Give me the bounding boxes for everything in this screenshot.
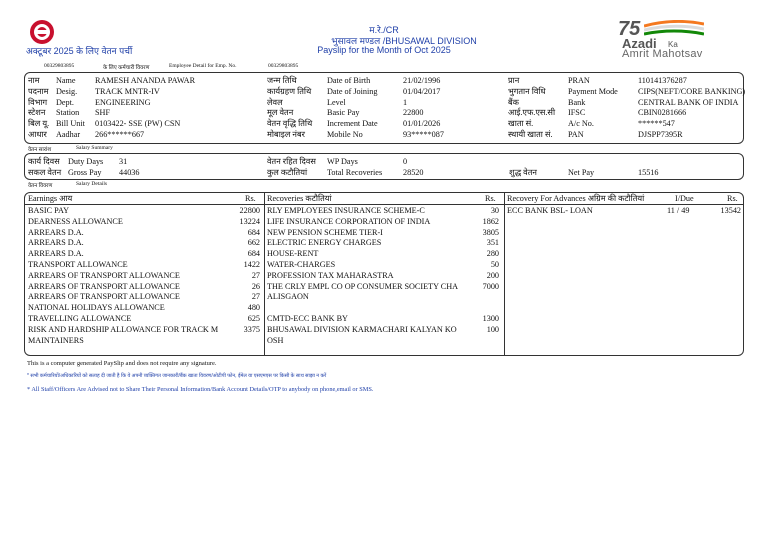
item-name: BASIC PAY	[28, 206, 70, 215]
hindi-month-title: अक्टूबर 2025 के लिए वेतन पर्ची	[26, 46, 133, 56]
list-item	[28, 238, 260, 249]
employee-col3-row-hindi: बैंक	[508, 97, 519, 107]
employee-col3-row-label: A/c No.	[568, 119, 594, 129]
employee-col1-row-value: ENGINEERING	[95, 97, 151, 107]
employee-col2-row-label: Level	[327, 97, 346, 107]
employee-col3-row-label: PRAN	[568, 76, 590, 85]
gross-pay-label: Gross Pay	[68, 168, 102, 177]
item-name: TRANSPORT ALLOWANCE	[28, 260, 128, 269]
item-amount: 480	[247, 303, 260, 313]
item-name: MAINTAINERS	[28, 335, 84, 345]
total-recoveries-value: 28520	[403, 168, 424, 177]
employee-col1-row-label: Dept.	[56, 97, 74, 107]
employee-col2-row-value: 93*****087	[403, 130, 444, 139]
azadi-number: 75	[618, 18, 641, 40]
item-amount: 200	[486, 270, 499, 280]
list-item	[507, 206, 741, 217]
employee-col1-row-hindi: स्टेशन	[28, 108, 46, 118]
employee-col3-row-value: CBIN0281666	[638, 108, 687, 118]
item-name: ARREARS D.A.	[28, 238, 84, 248]
item-name: ARREARS D.A.	[28, 227, 84, 237]
gross-pay-hindi: सकल वेतन	[28, 168, 62, 177]
list-item	[28, 325, 260, 336]
list-item	[267, 282, 500, 293]
duty-days-hindi: कार्य दिवस	[28, 157, 60, 166]
employee-col2-row-hindi: मूल वेतन	[267, 108, 294, 118]
recoveries-rs-header: Rs.	[485, 194, 496, 203]
employee-col2-row-value: 21/02/1996	[403, 76, 441, 85]
emp-detail-label: Employee Detail for Emp. No.	[169, 63, 237, 69]
list-item	[267, 292, 500, 303]
employee-col3-row-hindi: भुगतान विधि	[508, 86, 546, 96]
list-item	[267, 314, 500, 325]
employee-col1-row-value: 0103422- SSE (PW) CSN	[95, 119, 181, 129]
list-item	[267, 303, 500, 314]
division-title: भुसावल मण्डल /BHUSAWAL DIVISION	[331, 36, 477, 46]
item-amount: 100	[486, 324, 499, 334]
employee-col3-row-value: CIPS(NEFT/CORE BANKING)	[638, 86, 746, 96]
details-hindi-label: वेतन विवरण	[28, 183, 53, 189]
item-name: PROFESSION TAX MAHARASTRA	[267, 270, 394, 280]
emp-no-value: 00329803895	[268, 63, 299, 69]
employee-col2-row-hindi: वेतन वृद्धि तिथि	[267, 119, 313, 129]
employee-col3-row-value: ******547	[638, 119, 675, 129]
wp-days-value: 0	[403, 157, 408, 166]
item-name: BHUSAWAL DIVISION KARMACHARI KALYAN KO	[267, 324, 457, 334]
azadi-ka-amrit-mahotsav-logo	[616, 18, 766, 60]
column-divider	[264, 193, 265, 355]
employee-col3-row-hindi: आई.एफ.एस.सी	[508, 108, 556, 118]
list-item	[28, 249, 260, 260]
employee-col3-row-label: Payment Mode	[568, 86, 618, 96]
total-recoveries-label: Total Recoveries	[327, 168, 383, 177]
list-item	[267, 325, 500, 336]
hindi-advice: * सभी कर्मचारियों/अधिकारियों को सलाह दी जाती है कि वे अपनी व्यक्तिगत जानकारी/बैंक खाता विवरण/ओटीपी फोन, ईमेल या एसएमएस पर किसी के साथ साझा न करें	[27, 373, 327, 379]
list-item	[267, 206, 500, 217]
list-item	[28, 271, 260, 282]
employee-col1-row-label: Bill Unit	[56, 119, 85, 129]
list-item	[28, 292, 260, 303]
list-item	[267, 249, 500, 260]
item-name: NEW PENSION SCHEME TIER-I	[267, 227, 383, 237]
employee-col1-row-label: Station	[56, 108, 80, 118]
list-item	[267, 271, 500, 282]
employee-col2-row-label: Mobile No	[327, 130, 363, 139]
gross-pay-value: 44036	[119, 168, 140, 177]
item-name: ELECTRIC ENERGY CHARGES	[267, 238, 382, 248]
item-name: RLY EMPLOYEES INSURANCE SCHEME-C	[267, 206, 425, 215]
item-name: LIFE INSURANCE CORPORATION OF INDIA	[267, 216, 431, 226]
item-name: CMTD-ECC BANK BY	[267, 314, 348, 323]
employee-col1-row-hindi: बिल यू.	[28, 119, 50, 129]
employee-col3-row-label: Bank	[568, 97, 586, 107]
item-name: WATER-CHARGES	[267, 260, 336, 269]
item-amount: 27	[251, 292, 260, 302]
advances-rs-header: Rs.	[727, 194, 738, 203]
item-amount: 30	[490, 206, 499, 215]
amrit-mahotsav-word: Amrit Mahotsav	[622, 48, 703, 60]
employee-col2-row-label: Basic Pay	[327, 108, 360, 118]
employee-col3-row-label: IFSC	[568, 108, 586, 118]
advances-header: Recovery For Advances अग्रिम की कटौतियां	[507, 194, 645, 203]
employee-col1-row-value: TRACK MNTR-IV	[95, 86, 160, 96]
item-name: NATIONAL HOLIDAYS ALLOWANCE	[28, 303, 165, 313]
item-amount: 1862	[482, 216, 499, 226]
list-item	[267, 228, 500, 239]
employee-col2-row-label: Date of Birth	[327, 76, 371, 85]
item-amount: 13542	[720, 206, 741, 215]
item-name: DEARNESS ALLOWANCE	[28, 216, 123, 226]
salary-summary-panel	[24, 153, 744, 180]
list-item	[28, 303, 260, 314]
net-pay-value: 15516	[638, 168, 659, 177]
item-name: ARREARS OF TRANSPORT ALLOWANCE	[28, 281, 180, 291]
duty-days-label: Duty Days	[68, 157, 104, 166]
item-amount: 13224	[239, 216, 260, 226]
column-divider	[504, 193, 505, 355]
employee-col2-row-hindi: लेवल	[267, 97, 283, 107]
item-name: ALISGAON	[267, 292, 309, 302]
employee-col1-row-value: 266******667	[95, 130, 145, 139]
item-name: TRAVELLING ALLOWANCE	[28, 314, 132, 323]
item-amount: 26	[251, 281, 260, 291]
list-item	[28, 228, 260, 239]
item-due: 11 / 49	[667, 206, 690, 215]
item-name: HOUSE-RENT	[267, 249, 319, 259]
salary-details-panel	[24, 192, 744, 356]
list-item	[28, 282, 260, 293]
summary-hindi-label: वेतन सारांश	[28, 147, 52, 153]
employee-col1-row-label: Name	[56, 76, 76, 85]
employee-col1-row-label: Desig.	[56, 86, 78, 96]
employee-col3-row-value: 110141376287	[638, 76, 687, 85]
item-name: RISK AND HARDSHIP ALLOWANCE FOR TRACK M	[28, 324, 219, 334]
item-name: ARREARS OF TRANSPORT ALLOWANCE	[28, 292, 180, 302]
recoveries-header: Recoveries कटौतियां	[267, 194, 332, 203]
list-item	[267, 336, 500, 347]
employee-col1-row-value: RAMESH ANANDA PAWAR	[95, 76, 196, 85]
net-pay-hindi: शुद्ध वेतन	[509, 168, 537, 177]
list-item	[28, 336, 260, 347]
item-name: ARREARS D.A.	[28, 249, 84, 259]
item-amount: 22800	[239, 206, 260, 215]
english-advice: * All Staff/Officers Are Advised not to Share Their Personal Information/Bank Account Details/OTP to anybody on phone,email or SMS.	[27, 386, 374, 393]
item-amount: 50	[490, 260, 499, 269]
net-pay-label: Net Pay	[568, 168, 595, 177]
item-amount: 7000	[482, 281, 499, 291]
employee-col2-row-value: 22800	[403, 108, 424, 118]
employee-col1-row-hindi: विभाग	[28, 97, 48, 107]
emp-detail-hindi-label: के लिए कर्मचारी विवरण	[103, 65, 150, 71]
employee-col2-row-value: 1	[403, 97, 408, 107]
employee-col3-row-label: PAN	[568, 130, 584, 139]
item-amount: 3805	[482, 227, 499, 237]
employee-col3-row-hindi: खाता सं.	[508, 119, 534, 129]
payslip-title: Payslip for the Month of Oct 2025	[317, 45, 451, 55]
list-item	[267, 238, 500, 249]
earnings-list	[28, 206, 260, 356]
list-item	[267, 260, 500, 271]
item-amount: 684	[247, 227, 260, 237]
employee-col1-row-value: SHF	[95, 108, 111, 118]
list-item	[28, 314, 260, 325]
wp-days-hindi: वेतन रहित दिवस	[267, 157, 316, 166]
item-amount: 351	[486, 238, 499, 248]
employee-col3-row-value: CENTRAL BANK OF INDIA	[638, 97, 739, 107]
org-hindi: म.रे./CR	[369, 25, 399, 35]
item-amount: 27	[251, 270, 260, 280]
total-recoveries-hindi: कुल कटौतियां	[267, 168, 308, 177]
employee-col3-row-hindi: स्थायी खाता सं.	[508, 130, 553, 139]
employee-col2-row-value: 01/01/2026	[403, 119, 441, 129]
emp-id-left: 00329803895	[44, 63, 75, 69]
employee-col1-row-hindi: आधार	[28, 130, 47, 139]
header-divider	[25, 204, 743, 205]
list-item	[28, 260, 260, 271]
employee-col2-row-value: 01/04/2017	[403, 86, 441, 96]
employee-col3-row-hindi: प्रान	[508, 76, 520, 85]
item-name: ARREARS OF TRANSPORT ALLOWANCE	[28, 270, 180, 280]
item-amount: 1300	[482, 314, 499, 323]
item-amount: 3375	[243, 324, 260, 334]
details-label: Salary Details	[76, 181, 108, 187]
item-amount: 625	[247, 314, 260, 323]
recoveries-list	[267, 206, 500, 356]
item-amount: 1422	[243, 260, 260, 269]
employee-col1-row-hindi: पदनाम	[28, 86, 49, 96]
employee-col2-row-hindi: कार्यग्रहण तिथि	[267, 86, 312, 96]
item-amount: 662	[247, 238, 260, 248]
azadi-ka-word: Ka	[668, 40, 678, 49]
item-name: OSH	[267, 335, 284, 345]
azadi-word: Azadi	[622, 36, 657, 51]
employee-col2-row-label: Increment Date	[327, 119, 378, 129]
advances-list	[507, 206, 741, 356]
item-amount: 684	[247, 249, 260, 259]
duty-days-value: 31	[119, 157, 128, 166]
employee-col3-row-value: DJSPP7395R	[638, 130, 683, 139]
list-item	[267, 217, 500, 228]
employee-col2-row-label: Date of Joining	[327, 86, 378, 96]
employee-col2-row-hindi: जन्म तिथि	[267, 76, 297, 85]
list-item	[28, 206, 260, 217]
earnings-rs-header: Rs.	[245, 194, 256, 203]
item-name: THE CRLY EMPL CO OP CONSUMER SOCIETY CHA	[267, 281, 459, 291]
advances-idue-header: I/Due	[675, 194, 694, 203]
list-item	[28, 217, 260, 228]
employee-details-panel	[24, 72, 744, 144]
employee-col1-row-label: Aadhar	[56, 130, 81, 139]
earnings-header: Earnings आय	[28, 194, 73, 203]
computer-generated-note: This is a computer generated PaySlip and does not require any signature.	[27, 360, 217, 367]
item-amount: 280	[486, 249, 499, 259]
employee-col1-row-hindi: नाम	[28, 76, 40, 85]
summary-label: Salary Summary	[76, 145, 113, 151]
wp-days-label: WP Days	[327, 157, 358, 166]
item-name: ECC BANK BSL- LOAN	[507, 206, 593, 215]
employee-col2-row-hindi: मोबाइल नंबर	[267, 130, 305, 139]
